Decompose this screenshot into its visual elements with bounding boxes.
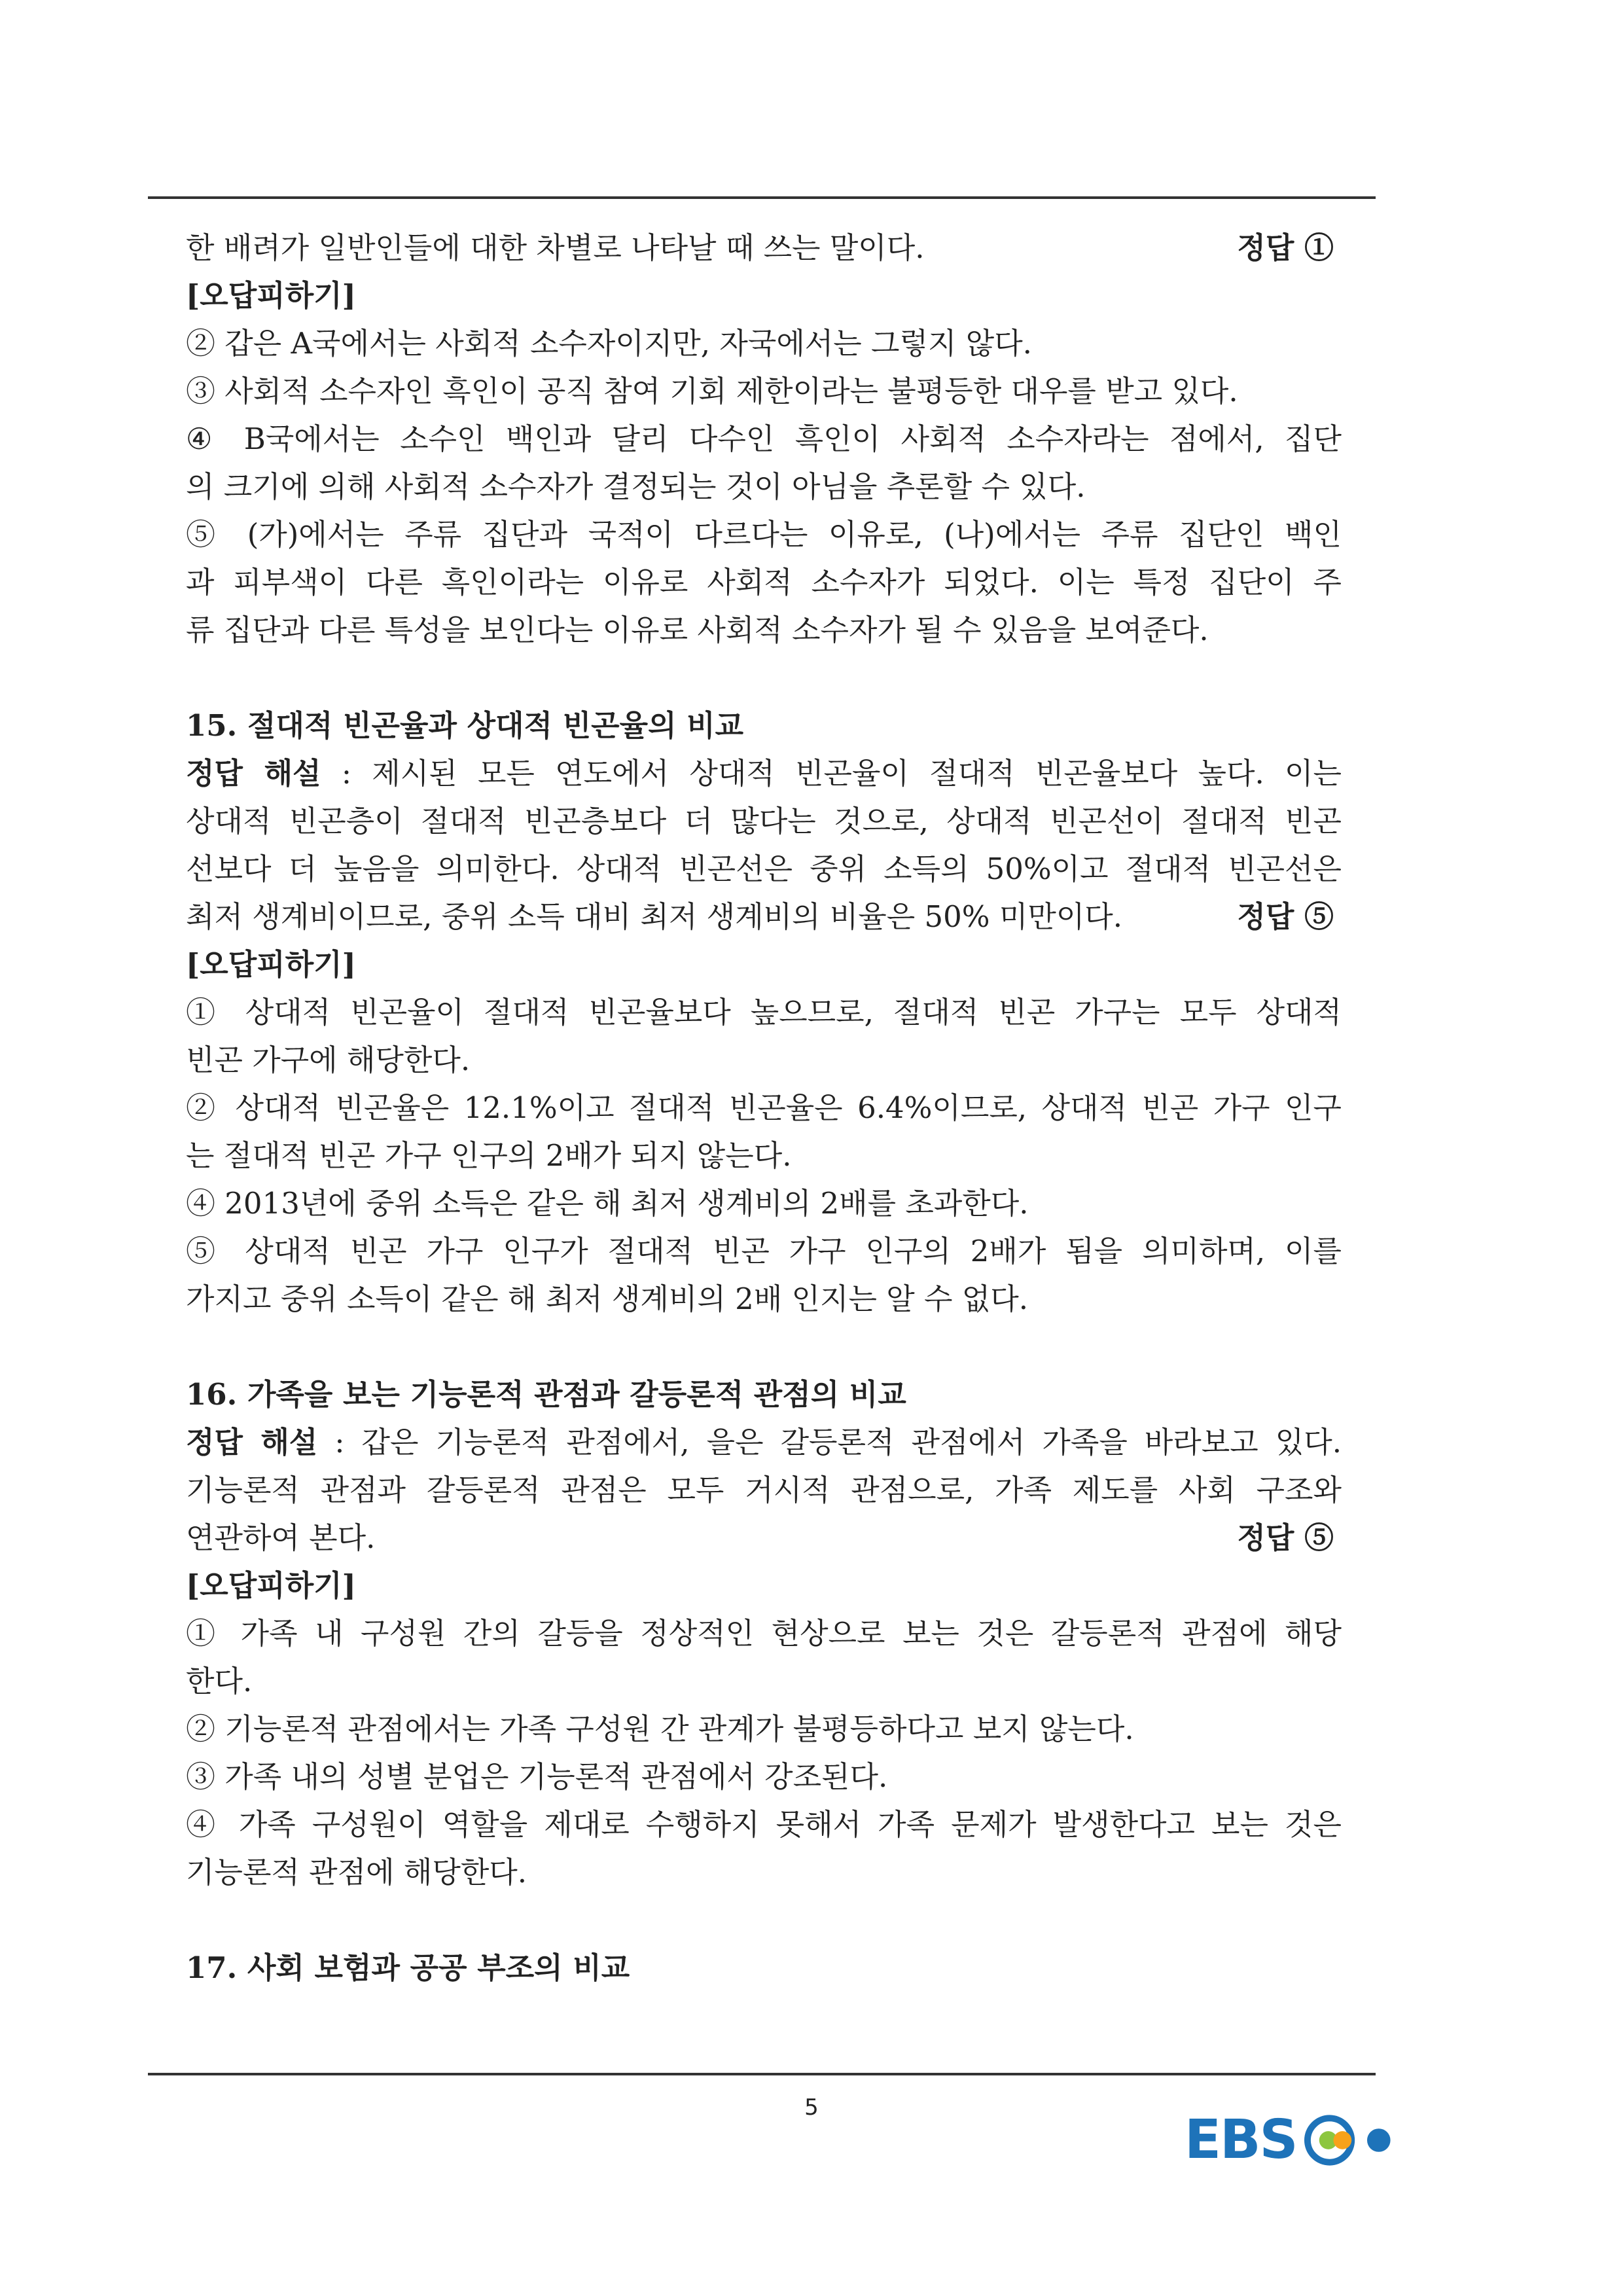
text-line: ③ 사회적 소수자인 흑인이 공직 참여 기회 제한이라는 불평등한 대우를 받고 있다. bbox=[186, 374, 1238, 408]
text-line: ① 상대적 빈곤율이 절대적 빈곤율보다 높으므로, 절대적 빈곤 가구는 모두 상대적 bbox=[186, 995, 1342, 1030]
text-line: ⑤ (가)에서는 주류 집단과 국적이 다르다는 이유로, (나)에서는 주류 집단인 백인 bbox=[186, 517, 1342, 552]
section-heading-17: 17. 사회 보험과 공공 부조의 비교 bbox=[186, 1950, 630, 1985]
text-line: 선보다 더 높음을 의미한다. 상대적 빈곤선은 중위 소득의 50%이고 절대적 빈곤선은 bbox=[186, 852, 1342, 886]
text-line: ① 가족 내 구성원 간의 갈등을 정상적인 현상으로 보는 것은 갈등론적 관점에 해당 bbox=[186, 1616, 1342, 1651]
text-line: ④ 가족 구성원이 역할을 제대로 수행하지 못해서 가족 문제가 발생한다고 보는 것은 bbox=[186, 1807, 1342, 1842]
text-line: 빈곤 가구에 해당한다. bbox=[186, 1043, 471, 1077]
text-line: ④ B국에서는 소수인 백인과 달리 다수인 흑인이 사회적 소수자라는 점에서, 집단 bbox=[186, 422, 1342, 456]
text-line: ② 갑은 A국에서는 사회적 소수자이지만, 자국에서는 그렇지 않다. bbox=[186, 326, 1032, 361]
text-line: ② 상대적 빈곤율은 12.1%이고 절대적 빈곤율은 6.4%이므로, 상대적 빈곤 가구 인구 bbox=[186, 1090, 1342, 1125]
answer-explanation-label: 정답 해설 bbox=[186, 1425, 318, 1460]
text-line: 상대적 빈곤층이 절대적 빈곤층보다 더 많다는 것으로, 상대적 빈곤선이 절대적 빈곤 bbox=[186, 804, 1342, 838]
page-content bbox=[186, 224, 1342, 1992]
ebs-logo-circles-icon bbox=[1304, 2111, 1400, 2170]
text-line: 의 크기에 의해 사회적 소수자가 결정되는 것이 아님을 추론할 수 있다. bbox=[186, 469, 1086, 504]
text-line bbox=[186, 749, 1342, 797]
text-line: ④ 2013년에 중위 소득은 같은 해 최저 생계비의 2배를 초과한다. bbox=[186, 1186, 1029, 1221]
text-line: 기능론적 관점과 갈등론적 관점은 모두 거시적 관점으로, 가족 제도를 사회 구조와 bbox=[186, 1473, 1342, 1507]
text-line: 류 집단과 다른 특성을 보인다는 이유로 사회적 소수자가 될 수 있음을 보여준다. bbox=[186, 613, 1209, 647]
text: : 제시된 모든 연도에서 상대적 빈곤율이 절대적 빈곤율보다 높다. 이는 bbox=[321, 756, 1342, 791]
text-line: 는 절대적 빈곤 가구 인구의 2배가 되지 않는다. bbox=[186, 1138, 792, 1173]
text-line: ③ 가족 내의 성별 분업은 기능론적 관점에서 강조된다. bbox=[186, 1759, 888, 1794]
text-line bbox=[186, 224, 1342, 272]
text-line: 과 피부색이 다른 흑인이라는 이유로 사회적 소수자가 되었다. 이는 특정 집단이 주 bbox=[186, 565, 1342, 600]
answer-label: 정답 ① bbox=[1237, 230, 1334, 265]
answer-explanation-label: 정답 해설 bbox=[186, 756, 321, 791]
footer-rule bbox=[148, 2073, 1376, 2075]
wrong-answer-heading: [오답피하기] bbox=[186, 1568, 356, 1603]
text-line: ⑤ 상대적 빈곤 가구 인구가 절대적 빈곤 가구 인구의 2배가 됨을 의미하며, 이를 bbox=[186, 1234, 1342, 1268]
text-line: ② 기능론적 관점에서는 가족 구성원 간 관계가 불평등하다고 보지 않는다. bbox=[186, 1712, 1134, 1746]
text-line: 기능론적 관점에 해당한다. bbox=[186, 1855, 527, 1890]
header-rule bbox=[148, 196, 1376, 199]
wrong-answer-heading: [오답피하기] bbox=[186, 278, 356, 313]
section-heading-16: 16. 가족을 보는 기능론적 관점과 갈등론적 관점의 비교 bbox=[186, 1377, 906, 1412]
page-number: 5 bbox=[804, 2094, 819, 2121]
section-heading-15: 15. 절대적 빈곤율과 상대적 빈곤율의 비교 bbox=[186, 708, 744, 743]
answer-label: 정답 ⑤ bbox=[1237, 1520, 1334, 1555]
wrong-answer-heading: [오답피하기] bbox=[186, 947, 356, 982]
answer-label: 정답 ⑤ bbox=[1237, 899, 1334, 934]
text-line: 한다. bbox=[186, 1664, 253, 1698]
text: 연관하여 본다. bbox=[186, 1520, 376, 1555]
text-line: 가지고 중위 소득이 같은 해 최저 생계비의 2배 인지는 알 수 없다. bbox=[186, 1282, 1029, 1316]
text-line bbox=[186, 1418, 1342, 1466]
text: 최저 생계비이므로, 중위 소득 대비 최저 생계비의 비율은 50% 미만이다. bbox=[186, 899, 1123, 934]
text-line bbox=[186, 893, 1342, 941]
text: 한 배려가 일반인들에 대한 차별로 나타날 때 쓰는 말이다. bbox=[186, 230, 925, 265]
text: : 갑은 기능론적 관점에서, 을은 갈등론적 관점에서 가족을 바라보고 있다. bbox=[317, 1425, 1342, 1460]
text-line bbox=[186, 1514, 1342, 1562]
ebs-logo bbox=[1185, 2108, 1400, 2173]
ebs-logo-text: EBS bbox=[1185, 2109, 1297, 2171]
